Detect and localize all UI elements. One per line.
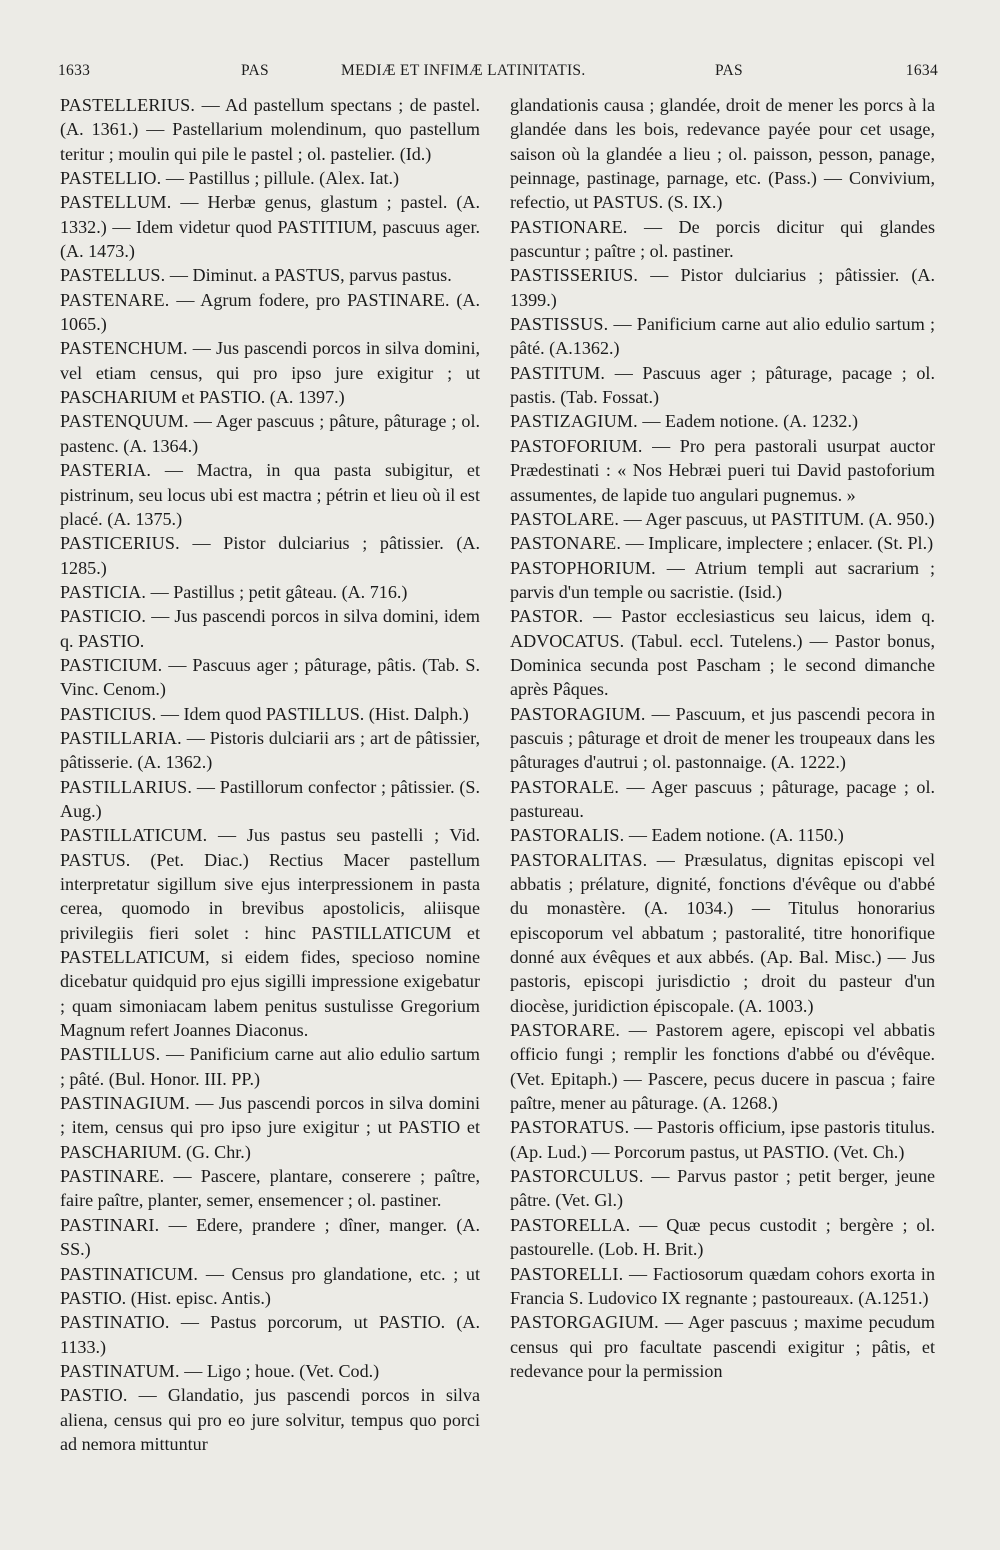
entry-definition: — Pistor dulciarius ; pâtissier. (A. 1399.): [510, 265, 935, 310]
entry-headword: PASTORALIS.: [510, 825, 625, 846]
dictionary-entry: [510, 1115, 935, 1164]
entry-headword: PASTORALITAS.: [510, 849, 648, 870]
dictionary-entry: [510, 1018, 935, 1115]
entry-headword: PASTILLARIA.: [60, 727, 182, 748]
entry-definition: — Pascuus ager ; pâturage, pâtis. (Tab. S. Vinc. Cenom.): [60, 654, 480, 700]
entry-headword: PASTINARE.: [60, 1166, 165, 1187]
entry-definition: — Census pro glandatione, etc. ; ut PASTIO. (Hist. episc. Antis.): [60, 1263, 480, 1308]
entry-definition: — Atrium templi aut sacrarium ; parvis d'un temple ou sacristie. (Isid.): [510, 557, 935, 602]
dictionary-entry: [510, 1310, 935, 1383]
running-title: MEDIÆ ET INFIMÆ LATINITATIS.: [341, 62, 586, 79]
dictionary-entry: [510, 263, 935, 312]
entry-definition: — Pastorem agere, episcopi vel abbatis officio fungi ; remplir les fonctions d'abbé ou d'évêque. (Vet. Epitaph.) — Pascere, pecus ducere in pascua ; faire paître, mener au pâturage. (A. 1268.): [510, 1020, 935, 1114]
entry-headword: PASTERIA.: [60, 460, 152, 481]
dictionary-entry: [510, 507, 935, 531]
entry-definition: — Agrum fodere, pro PASTINARE. (A. 1065.): [60, 289, 480, 335]
entry-definition: — Ager pascuus, ut PASTITUM. (A. 950.): [619, 508, 935, 529]
entry-headword: PASTORAGIUM.: [510, 703, 646, 724]
entry-headword: PASTORELLI.: [510, 1263, 624, 1284]
entry-definition: — Jus pascendi porcos in silva domini, idem q. PASTIO.: [60, 606, 480, 651]
entry-headword: PASTINAGIUM.: [60, 1093, 190, 1114]
entry-definition: — De porcis dicitur qui glandes pascuntur ; paître ; ol. pastiner.: [510, 216, 935, 262]
entry-headword: PASTOLARE.: [510, 508, 620, 529]
entry-definition: — Edere, prandere ; dîner, manger. (A. SS.): [60, 1214, 480, 1260]
entry-definition: — Pastoris officium, ipse pastoris titulus. (Ap. Lud.) — Porcorum pastus, ut PASTIO. (Vet. Ch.): [510, 1117, 935, 1162]
left-column: [60, 93, 480, 1456]
entry-definition: — Pro pera pastorali usurpat auctor Prædestinati : « Nos Hebræi pueri tui David pastoforium assumentes, de lapide tuo angulari pugnemus. »: [510, 435, 935, 505]
dictionary-entry: [60, 263, 480, 287]
entry-headword: PASTINATUM.: [60, 1360, 180, 1381]
entry-headword: PASTELLIO.: [60, 168, 162, 189]
entry-definition: — Præsulatus, dignitas episcopi vel abbatis ; prélature, dignité, fonctions d'évêque ou d'abbé du monastère. (A. 1034.) — Titulus honorarius episcoporum vel abbatum ; pastoralité, titre honorifique donné aux évêques et aux abbés. (Ap. Bal. Misc.) — Jus pastoris, episcopi jurisdictio ; droit du pasteur d'un diocèse, juridiction épiscopale. (A. 1003.): [510, 849, 935, 1016]
right-page-number: 1634: [905, 62, 938, 79]
dictionary-entry: [60, 702, 480, 726]
dictionary-entry: [60, 1359, 480, 1383]
entry-definition: — Jus pastus seu pastelli ; Vid. PASTUS. (Pet. Diac.) Rectius Macer pastellum interpretatur sigillum sive ejus interpressionem in pasta cerea, quomodo in brevibus apostolicis, aliisque privilegiis fieri solet : hinc PASTILLATICUM et PASTELLATICUM, si eidem fides, specioso nomine dicebatur quidquid pro ejus sigilli impressione exigebatur ; quam simoniacam labem penitus sustulisse Gregorium Magnum refert Joannes Diaconus.: [60, 825, 480, 1041]
dictionary-entry: [60, 288, 480, 337]
dictionary-entry: [510, 215, 935, 264]
dictionary-entry: [60, 1383, 480, 1456]
dictionary-entry: [510, 409, 935, 433]
entry-definition: — Ager pascuus ; pâture, pâturage ; ol. pastenc. (A. 1364.): [60, 411, 480, 456]
entry-definition: — Jus pascendi porcos in silva domini ; item, census qui pro ipso jure exigitur ; ut PASTIO et PASCHARIUM. (G. Chr.): [60, 1093, 480, 1162]
entry-headword: PASTENCHUM.: [60, 338, 188, 359]
dictionary-entry: [60, 1164, 480, 1213]
dictionary-entry: [60, 580, 480, 604]
dictionary-entry: [60, 531, 480, 580]
entry-definition: — Pastillus ; pillule. (Alex. Iat.): [161, 168, 400, 189]
entry-headword: PASTICIO.: [60, 606, 147, 627]
entry-headword: PASTORARE.: [510, 1020, 621, 1041]
dictionary-entry: [510, 93, 935, 215]
entry-headword: PASTENQUUM.: [60, 411, 189, 432]
entry-definition: — Pastus porcorum, ut PASTIO. (A. 1133.): [60, 1312, 480, 1357]
left-page-number: 1633: [58, 62, 91, 79]
dictionary-entry: [60, 93, 480, 166]
entry-definition: — Eadem notione. (A. 1150.): [624, 825, 844, 846]
entry-definition: — Ager pascuus ; maxime pecudum census qui pro facultate pascendi exigitur ; pâtis, et redevance pour la permission: [510, 1312, 935, 1381]
dictionary-entry: [510, 1262, 935, 1311]
entry-definition: — Pascere, plantare, conserere ; paître, faire paître, planter, semer, ensemencer ; ol. pastiner.: [60, 1166, 480, 1211]
entry-headword: PASTICIUM.: [60, 654, 163, 675]
entry-definition: — Pistor dulciarius ; pâtissier. (A. 1285.): [60, 533, 480, 578]
entry-headword: PASTELLERIUS.: [60, 95, 196, 115]
dictionary-entry: [510, 361, 935, 410]
dictionary-entry: [60, 409, 480, 458]
dictionary-entry: [60, 1310, 480, 1359]
entry-headword: PASTOPHORIUM.: [510, 557, 656, 578]
entry-headword: PASTONARE.: [510, 533, 622, 554]
dictionary-entry: [60, 1091, 480, 1164]
entry-headword: PASTINATIO.: [60, 1312, 170, 1333]
entry-definition: — Ad pastellum spectans ; de pastel. (A. 1361.) — Pastellarium molendinum, quo pastellum teritur ; moulin qui pile le pastel ; ol. pastelier. (Id.): [60, 95, 480, 164]
entry-definition: — Pascuus ager ; pâturage, pacage ; ol. pastis. (Tab. Fossat.): [510, 362, 935, 408]
entry-definition: — Panificium carne aut alio edulio sartum ; pâté. (Bul. Honor. III. PP.): [60, 1044, 480, 1089]
entry-headword: PASTOR.: [510, 606, 584, 627]
dictionary-entry: [510, 434, 935, 507]
entry-headword: PASTINATICUM.: [60, 1263, 199, 1284]
dictionary-entry: [510, 823, 935, 847]
entry-headword: PASTOFORIUM.: [510, 435, 643, 456]
entry-headword: PASTIO.: [60, 1385, 128, 1406]
entry-headword: PASTINARI.: [60, 1214, 160, 1235]
entry-headword: PASTORCULUS.: [510, 1166, 644, 1187]
dictionary-entry: [510, 1164, 935, 1213]
entry-headword: PASTELLUS.: [60, 265, 166, 286]
entry-definition: — Mactra, in qua pasta subigitur, et pistrinum, seu locus ubi est mactra ; pétrin et lieu où il est placé. (A. 1375.): [60, 460, 480, 529]
dictionary-entry: [60, 604, 480, 653]
dictionary-entry: [510, 702, 935, 775]
entry-headword: PASTICIUS.: [60, 703, 157, 724]
entry-headword: PASTORATUS.: [510, 1117, 630, 1138]
entry-definition: — Herbæ genus, glastum ; pastel. (A. 1332.) — Idem videtur quod PASTITIUM, pascuus ager. (A. 1473.): [60, 192, 480, 262]
dictionary-entry: [510, 1213, 935, 1262]
dictionary-entry: [60, 1213, 480, 1262]
running-head: [58, 62, 938, 84]
dictionary-entry: [60, 653, 480, 702]
entry-headword: PASTICERIUS.: [60, 533, 180, 554]
dictionary-entry: [60, 775, 480, 824]
dictionary-entry: [60, 458, 480, 531]
dictionary-entry: [60, 1262, 480, 1311]
dictionary-entry: [60, 823, 480, 1042]
entry-headword: PASTICIA.: [60, 581, 147, 602]
right-guide-word: PAS: [715, 62, 743, 79]
entry-headword: PASTITUM.: [510, 362, 606, 383]
entry-definition: — Quæ pecus custodit ; bergère ; ol. pastourelle. (Lob. H. Brit.): [510, 1214, 935, 1260]
entry-definition: — Ligo ; houe. (Vet. Cod.): [179, 1360, 380, 1381]
entry-headword: PASTORELLA.: [510, 1214, 631, 1235]
entry-definition: — Glandatio, jus pascendi porcos in silva aliena, census qui pro eo jure solvitur, tempus quo porci ad nemora mittuntur: [60, 1385, 480, 1454]
entry-definition: — Eadem notione. (A. 1232.): [637, 411, 858, 432]
entry-definition: — Pistoris dulciarii ars ; art de pâtissier, pâtisserie. (A. 1362.): [60, 727, 480, 773]
entry-headword: PASTIZAGIUM.: [510, 411, 638, 432]
dictionary-entry: [510, 775, 935, 824]
entry-headword: PASTELLUM.: [60, 192, 172, 213]
entry-definition: — Ager pascuus ; pâturage, pacage ; ol. pastureau.: [510, 776, 935, 821]
entry-definition: — Idem quod PASTILLUS. (Hist. Dalph.): [156, 703, 469, 724]
entry-definition: — Pastillus ; petit gâteau. (A. 716.): [146, 581, 408, 602]
entry-definition: — Implicare, implectere ; enlacer. (St. Pl.): [621, 533, 934, 554]
entry-headword: PASTORALE.: [510, 776, 620, 797]
entry-headword: PASTISSERIUS.: [510, 265, 639, 286]
entry-headword: PASTILLARIUS.: [60, 776, 193, 797]
entry-definition: — Pastor ecclesiasticus seu laicus, idem q. ADVOCATUS. (Tabul. eccl. Tutelens.) — Pastor bonus, Dominica secunda post Pascham ; le second dimanche après Pâques.: [510, 606, 935, 700]
dictionary-entry: [60, 726, 480, 775]
entry-headword: PASTILLATICUM.: [60, 825, 208, 846]
dictionary-entry: [510, 604, 935, 701]
dictionary-entry: [510, 556, 935, 605]
entry-headword: PASTENARE.: [60, 289, 170, 310]
dictionary-entry: [60, 166, 480, 190]
dictionary-entry: [60, 336, 480, 409]
entry-definition: glandationis causa ; glandée, droit de mener les porcs à la glandée dans les bois, redevance payée pour cet usage, saison où la glandée a lieu ; ol. paisson, pesson, panage, peinnage, pastinage, parnage, etc. (Pass.) — Convivium, refectio, ut PASTUS. (S. IX.): [510, 95, 935, 213]
dictionary-entry: [60, 1042, 480, 1091]
entry-headword: PASTIONARE.: [510, 216, 628, 237]
entry-headword: PASTORGAGIUM.: [510, 1312, 659, 1333]
dictionary-entry: [60, 190, 480, 263]
dictionary-entry: [510, 312, 935, 361]
dictionary-entry: [510, 531, 935, 555]
entry-definition: — Diminut. a PASTUS, parvus pastus.: [165, 265, 452, 286]
entry-headword: PASTILLUS.: [60, 1044, 161, 1065]
left-guide-word: PAS: [241, 62, 269, 79]
entry-definition: — Pascuum, et jus pascendi pecora in pascuis ; pâturage et droit de mener les troupeaux dans les pâturages d'autrui ; ol. pastonnaige. (A. 1222.): [510, 703, 935, 773]
entry-definition: — Factiosorum quædam cohors exorta in Francia S. Ludovico IX regnante ; pastoureaux. (A.1251.): [510, 1263, 935, 1308]
entry-definition: — Pastillorum confector ; pâtissier. (S. Aug.): [60, 776, 480, 821]
entry-headword: PASTISSUS.: [510, 314, 609, 335]
entry-definition: — Jus pascendi porcos in silva domini, vel etiam census, qui pro ipso jure exigitur ; ut PASCHARIUM et PASTIO. (A. 1397.): [60, 338, 480, 408]
entry-definition: — Panificium carne aut alio edulio sartum ; pâté. (A.1362.): [510, 314, 935, 359]
dictionary-entry: [510, 848, 935, 1018]
right-column: [510, 93, 935, 1383]
entry-definition: — Parvus pastor ; petit berger, jeune pâtre. (Vet. Gl.): [510, 1166, 935, 1211]
